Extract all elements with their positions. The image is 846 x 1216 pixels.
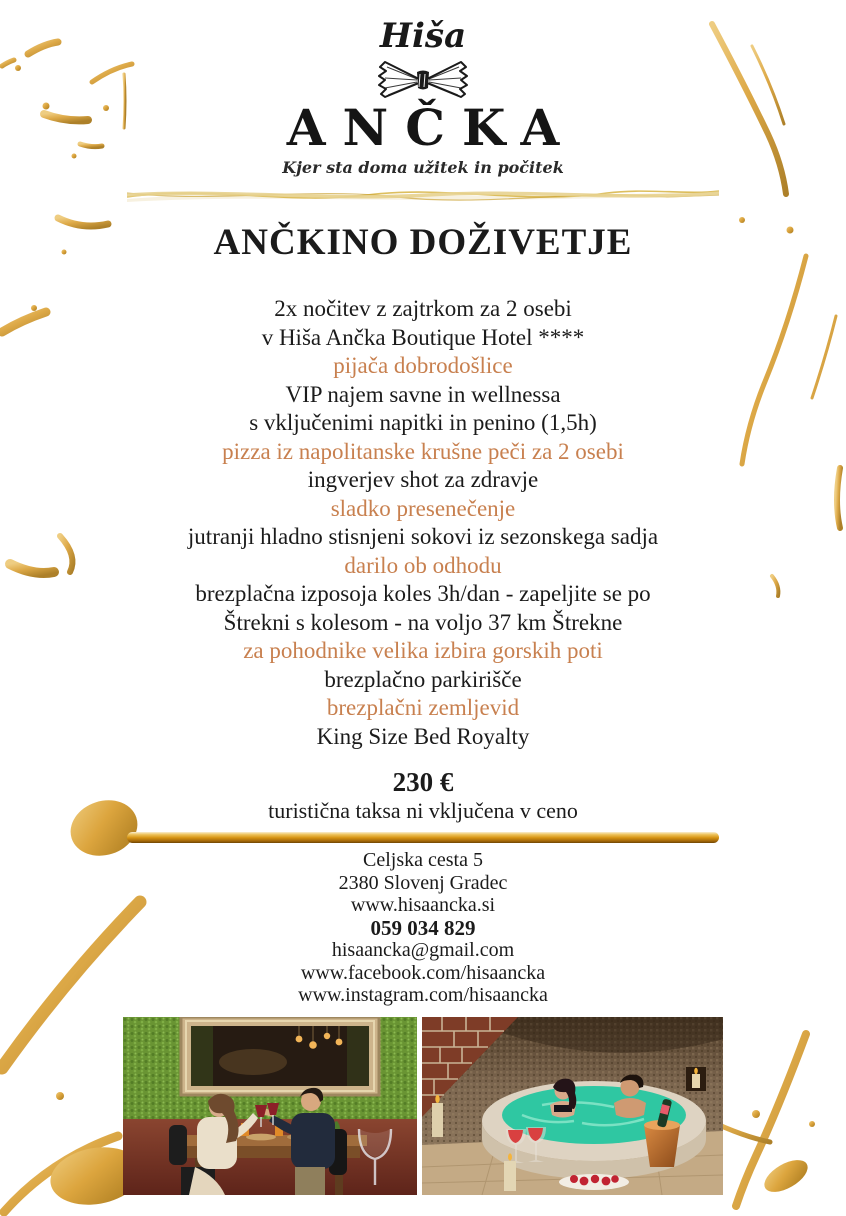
brand-script-name: Hiša bbox=[379, 16, 467, 56]
brand-logo bbox=[83, 16, 763, 178]
farfalle-pasta-icon bbox=[373, 57, 473, 101]
offer-line: darilo ob odhodu bbox=[344, 552, 502, 578]
offer-line: brezplačna izposoja koles 3h/dan - zapeljite se po bbox=[195, 581, 651, 606]
offer-list bbox=[83, 295, 763, 751]
contact-website: www.hisaancka.si bbox=[350, 894, 496, 916]
wavy-gold-divider bbox=[127, 183, 719, 207]
offer-line: pijača dobrodošlice bbox=[333, 353, 513, 378]
page-title: ANČKINO DOŽIVETJE bbox=[213, 222, 633, 263]
offer-line: brezplačno parkirišče bbox=[324, 666, 522, 692]
gold-ribbon-divider bbox=[127, 832, 719, 843]
price-note: turistična taksa ni vključena v ceno bbox=[268, 798, 578, 823]
offer-line: brezplačni zemljevid bbox=[326, 695, 520, 720]
photo-row bbox=[83, 1017, 763, 1195]
offer-line: Štrekni s kolesom - na voljo 37 km Štrekne bbox=[223, 609, 623, 635]
dining-couple-photo bbox=[123, 1017, 417, 1195]
offer-line: pizza iz napolitanske krušne peči za 2 osebi bbox=[222, 438, 624, 464]
contact-block bbox=[83, 849, 763, 1007]
jacuzzi-couple-photo bbox=[422, 1017, 723, 1195]
offer-line: ingverjev shot za zdravje bbox=[307, 467, 539, 492]
flyer-content bbox=[83, 16, 763, 1195]
offer-line: King Size Bed Royalty bbox=[316, 723, 530, 749]
contact-address-city: 2380 Slovenj Gradec bbox=[338, 871, 508, 894]
offer-line: jutranji hladno stisnjeni sokovi iz sezonskega sadja bbox=[187, 524, 659, 549]
price: 230 € bbox=[392, 767, 454, 797]
offer-line: s vključenimi napitki in penino (1,5h) bbox=[249, 410, 597, 435]
contact-phone: 059 034 829 bbox=[370, 915, 476, 940]
offer-line: za pohodnike velika izbira gorskih poti bbox=[243, 638, 603, 663]
offer-line: VIP najem savne in wellnessa bbox=[285, 381, 561, 407]
contact-instagram: www.instagram.com/hisaancka bbox=[298, 984, 548, 1006]
contact-email: hisaancka@gmail.com bbox=[331, 939, 515, 961]
brand-name: ANČKA bbox=[286, 98, 577, 157]
strawberry-plate bbox=[559, 1174, 629, 1190]
contact-facebook: www.facebook.com/hisaancka bbox=[300, 961, 546, 984]
contact-address-street: Celjska cesta 5 bbox=[363, 849, 483, 871]
offer-line: v Hiša Ančka Boutique Hotel **** bbox=[261, 324, 585, 350]
gold-mirror bbox=[181, 1017, 379, 1095]
offer-line: sladko presenečenje bbox=[330, 495, 516, 521]
offer-line: 2x nočitev z zajtrkom za 2 osebi bbox=[274, 296, 572, 321]
brand-tagline: Kjer sta doma užitek in počitek bbox=[282, 158, 564, 177]
